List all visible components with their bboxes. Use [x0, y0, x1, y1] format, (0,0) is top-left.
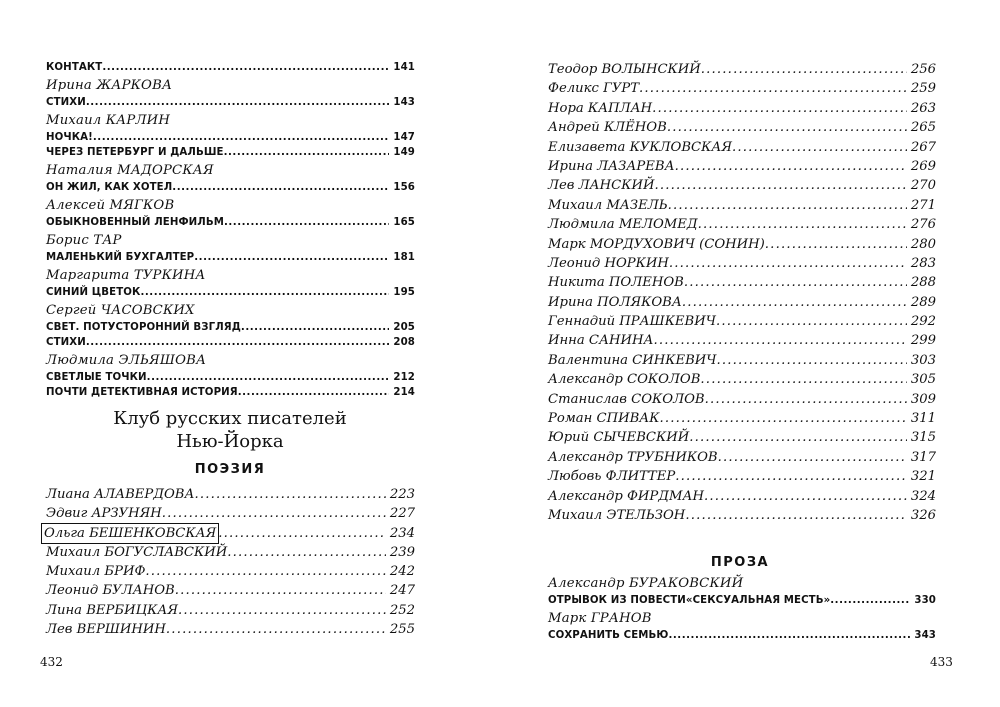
toc-entry	[46, 385, 415, 400]
leader-dots	[175, 581, 386, 600]
page-number-left: 432	[40, 655, 63, 669]
toc-entry-label: ОБЫКНОВЕННЫЙ ЛЕНФИЛЬМ	[46, 217, 224, 228]
toc-entry-page: 212	[393, 372, 415, 383]
poet-entry-label: Людмила МЕЛОМЕД	[548, 217, 698, 233]
leader-dots	[667, 118, 907, 137]
poet-entry-label: Лев ЛАНСКИЙ	[548, 178, 655, 194]
toc-entry-label: СВЕТЛЫЕ ТОЧКИ	[46, 372, 147, 383]
toc-entry-page: 205	[393, 322, 415, 333]
poet-entry-label: Александр ФИРДМАН	[548, 488, 705, 504]
poet-entry	[548, 138, 936, 157]
poet-entry-label: Станислав СОКОЛОВ	[548, 391, 705, 407]
poet-entry	[548, 506, 936, 525]
poet-entry-page: 269	[910, 158, 936, 174]
toc-entry-label: СТИХИ	[46, 97, 86, 108]
leader-dots	[172, 180, 389, 195]
left-toc	[46, 60, 415, 400]
club-title	[0, 407, 460, 453]
poet-entry-page: 283	[910, 255, 936, 271]
toc-entry-label: ОТРЫВОК ИЗ ПОВЕСТИ«СЕКСУАЛЬНАЯ МЕСТЬ»	[548, 595, 831, 606]
poet-entry-label: Теодор ВОЛЫНСКИЙ	[548, 62, 701, 77]
author-name: Михаил КАРЛИН	[46, 113, 171, 128]
toc-entry-page: 181	[393, 252, 415, 263]
poet-entry-label: Никита ПОЛЕНОВ	[548, 275, 684, 291]
poet-entry-page: 267	[910, 139, 936, 155]
poet-entry-page: 326	[910, 507, 936, 523]
poet-entry-label: Михаил БРИФ	[46, 564, 146, 580]
poet-entry	[46, 543, 415, 562]
leader-dots	[718, 448, 907, 467]
poet-entry-label: Ирина ЛАЗАРЕВА	[548, 158, 675, 174]
leader-dots	[224, 145, 390, 160]
poet-entry-page: 299	[910, 333, 936, 349]
poet-entry	[548, 99, 936, 118]
toc-entry-label: НОЧКА!	[46, 132, 93, 143]
poet-entry-label: Михаил ЭТЕЛЬЗОН	[548, 507, 686, 523]
poetry-list-right	[548, 60, 936, 525]
poet-entry-page: 270	[910, 178, 936, 194]
leader-dots	[732, 138, 907, 157]
poet-entry-page: 317	[910, 449, 936, 465]
poet-entry-page: 263	[910, 100, 936, 116]
poet-entry	[46, 504, 415, 523]
poet-entry-label: Эдвиг АРЗУНЯН	[46, 506, 162, 522]
poet-entry-page: 305	[910, 372, 936, 388]
leader-dots	[689, 428, 907, 447]
poet-entry-label: Лина ВЕРБИЦКАЯ	[46, 602, 178, 618]
leader-dots	[194, 250, 389, 265]
leader-dots	[700, 370, 906, 389]
poet-entry-page: 309	[910, 391, 936, 407]
toc-entry	[46, 320, 415, 335]
leader-dots	[224, 215, 389, 230]
leader-dots	[166, 620, 386, 639]
poetry-heading: ПОЭЗИЯ	[194, 462, 266, 477]
toc-entry-page: 141	[393, 62, 415, 73]
club-title-line1: Клуб русских писателей	[113, 408, 347, 429]
poet-entry	[548, 176, 936, 195]
poet-entry-page: 227	[389, 506, 415, 522]
toc-entry-page: 143	[393, 97, 415, 108]
poet-entry-page: 280	[910, 236, 936, 252]
author-name: Сергей ЧАСОВСКИХ	[46, 303, 195, 318]
poet-entry	[548, 487, 936, 506]
poet-entry	[548, 448, 936, 467]
poet-entry	[548, 157, 936, 176]
author-name: Алексей МЯГКОВ	[46, 198, 175, 213]
leader-dots	[238, 385, 390, 400]
leader-dots	[227, 543, 386, 562]
toc-entry-label: КОНТАКТ	[46, 62, 103, 73]
toc-entry-page: 343	[914, 630, 936, 641]
toc-entry-label: СИНИЙ ЦВЕТОК	[46, 287, 141, 298]
leader-dots	[145, 562, 385, 581]
poet-entry-label: Елизавета КУКЛОВСКАЯ	[548, 139, 732, 155]
poet-entry-page: 324	[910, 488, 936, 504]
poet-entry	[46, 620, 415, 639]
author-name: Наталия МАДОРСКАЯ	[46, 163, 214, 178]
poet-entry-label: Александр ТРУБНИКОВ	[548, 449, 718, 465]
poet-entry-label: Валентина СИНКЕВИЧ	[548, 352, 717, 368]
leader-dots	[639, 79, 907, 98]
leader-dots	[668, 628, 910, 643]
leader-dots	[140, 285, 389, 300]
leader-dots	[178, 601, 386, 620]
poet-entry	[548, 370, 936, 389]
page-number-right: 433	[930, 655, 953, 669]
club-title-line2: Нью-Йорка	[176, 431, 284, 452]
leader-dots	[717, 351, 907, 370]
toc-entry-page: 156	[393, 182, 415, 193]
poet-entry	[46, 524, 415, 543]
toc-entry-page: 195	[393, 287, 415, 298]
leader-dots	[698, 215, 907, 234]
poet-entry-page: 239	[389, 544, 415, 560]
leader-dots	[194, 485, 385, 504]
leader-dots	[93, 130, 390, 145]
leader-dots	[102, 60, 389, 75]
toc-entry-label: СВЕТ. ПОТУСТОРОННИЙ ВЗГЛЯД	[46, 322, 241, 333]
poet-entry	[548, 467, 936, 486]
toc-entry-label: СТИХИ	[46, 337, 86, 348]
author-name: Людмила ЭЛЬЯШОВА	[46, 353, 207, 368]
author-name: Марк ГРАНОВ	[548, 611, 652, 626]
poet-entry	[548, 196, 936, 215]
toc-entry-label: ПОЧТИ ДЕТЕКТИВНАЯ ИСТОРИЯ	[46, 387, 238, 398]
toc-entry	[46, 335, 415, 350]
poet-entry-label: Геннадий ПРАШКЕВИЧ	[548, 314, 716, 330]
author-name: Борис ТАР	[46, 233, 122, 248]
poet-entry-page: 259	[910, 81, 936, 97]
poet-entry-label: Лиана АЛАВЕРДОВА	[46, 487, 195, 502]
toc-entry	[548, 628, 936, 643]
leader-dots	[654, 176, 906, 195]
poet-entry-page: 289	[910, 294, 936, 310]
poet-entry-page: 256	[910, 62, 936, 77]
poet-entry-page: 276	[910, 217, 936, 233]
toc-entry-label: МАЛЕНЬКИЙ БУХГАЛТЕР	[46, 252, 195, 263]
author-name: Александр БУРАКОВСКИЙ	[548, 576, 744, 591]
toc-entry	[46, 145, 415, 160]
poet-entry-label: Ирина ПОЛЯКОВА	[548, 294, 682, 310]
poet-entry	[46, 581, 415, 600]
poet-entry-label: Нора КАПЛАН	[548, 100, 653, 116]
poet-entry	[548, 331, 936, 350]
leader-dots	[659, 409, 906, 428]
poet-entry	[46, 562, 415, 581]
poet-entry-page: 303	[910, 352, 936, 368]
author-name: Ирина ЖАРКОВА	[46, 78, 173, 93]
leader-dots	[716, 312, 907, 331]
toc-entry	[46, 130, 415, 145]
toc-entry-page: 149	[393, 147, 415, 158]
poet-entry-label: Марк МОРДУХОВИЧ (СОНИН)	[548, 236, 765, 252]
prose-list	[548, 575, 936, 643]
toc-entry-label: ОН ЖИЛ, КАК ХОТЕЛ	[46, 182, 173, 193]
poet-entry	[548, 215, 936, 234]
prose-heading: ПРОЗА	[710, 555, 770, 570]
leader-dots	[704, 487, 907, 506]
poet-entry-label: Лев ВЕРШИНИН	[46, 622, 166, 638]
toc-entry-page: 208	[393, 337, 415, 348]
toc-entry	[46, 285, 415, 300]
toc-entry-page: 214	[393, 387, 415, 398]
poet-entry	[548, 312, 936, 331]
poet-entry	[548, 60, 936, 79]
poet-entry	[46, 601, 415, 620]
poet-entry-label: Юрий СЫЧЕВСКИЙ	[548, 430, 690, 446]
leader-dots	[765, 235, 907, 254]
poet-entry-label: Роман СПИВАК	[548, 411, 660, 427]
leader-dots	[701, 60, 907, 79]
toc-entry	[46, 370, 415, 385]
poet-entry-label: Андрей КЛЁНОВ	[548, 120, 667, 136]
leader-dots	[684, 273, 907, 292]
poet-entry	[548, 254, 936, 273]
poet-entry-page: 265	[910, 120, 936, 136]
poet-entry-label: Инна САНИНА	[548, 333, 654, 349]
leader-dots	[654, 331, 907, 350]
toc-entry	[548, 593, 936, 608]
poet-entry	[548, 351, 936, 370]
poet-entry-page: 223	[389, 487, 415, 502]
leader-dots	[162, 504, 386, 523]
poet-entry	[548, 79, 936, 98]
poet-entry-label: Леонид БУЛАНОВ	[46, 583, 175, 599]
poet-entry-label: Ольга БЕШЕНКОВСКАЯ	[42, 524, 218, 543]
poet-entry-page: 288	[910, 275, 936, 291]
poet-entry-page: 315	[910, 430, 936, 446]
toc-entry-page: 147	[393, 132, 415, 143]
leader-dots	[675, 157, 907, 176]
poet-entry	[548, 273, 936, 292]
toc-entry	[46, 95, 415, 110]
leader-dots	[675, 467, 907, 486]
poet-entry-page: 321	[910, 469, 936, 485]
poet-entry	[46, 485, 415, 504]
leader-dots	[669, 254, 907, 273]
poet-entry	[548, 390, 936, 409]
poet-entry	[548, 428, 936, 447]
toc-entry-label: СОХРАНИТЬ СЕМЬЮ	[548, 630, 669, 641]
poet-entry-label: Леонид НОРКИН	[548, 255, 669, 271]
toc-entry	[46, 215, 415, 230]
leader-dots	[652, 99, 907, 118]
poet-entry	[548, 293, 936, 312]
poetry-list-left	[46, 485, 415, 639]
poet-entry	[548, 118, 936, 137]
poet-entry-label: Александр СОКОЛОВ	[548, 372, 701, 388]
poet-entry-page: 242	[389, 564, 415, 580]
poet-entry-page: 271	[910, 197, 936, 213]
poet-entry-label: Михаил БОГУСЛАВСКИЙ	[46, 544, 228, 560]
poet-entry-label: Феликс ГУРТ	[548, 81, 640, 97]
poet-entry-page: 292	[910, 314, 936, 330]
leader-dots	[685, 506, 907, 525]
poet-entry	[548, 409, 936, 428]
leader-dots	[668, 196, 907, 215]
leader-dots	[86, 335, 390, 350]
leader-dots	[705, 390, 907, 409]
toc-entry	[46, 180, 415, 195]
toc-entry-label: ЧЕРЕЗ ПЕТЕРБУРГ И ДАЛЬШЕ	[46, 147, 224, 158]
poet-entry-page: 311	[910, 411, 936, 427]
leader-dots	[241, 320, 390, 335]
poet-entry-page: 252	[389, 602, 415, 618]
poet-entry-page: 234	[389, 525, 415, 541]
leader-dots	[218, 524, 386, 543]
toc-entry	[46, 250, 415, 265]
author-name: Маргарита ТУРКИНА	[46, 268, 206, 283]
toc-entry-page: 165	[393, 217, 415, 228]
leader-dots	[830, 593, 910, 608]
poet-entry-page: 255	[389, 622, 415, 638]
toc-entry-page: 330	[914, 595, 936, 606]
leader-dots	[682, 293, 907, 312]
poet-entry	[548, 235, 936, 254]
leader-dots	[147, 370, 390, 385]
poet-entry-label: Михаил МАЗЕЛЬ	[548, 197, 668, 213]
toc-entry	[46, 60, 415, 75]
poet-entry-page: 247	[389, 583, 415, 599]
poet-entry-label: Любовь ФЛИТТЕР	[548, 469, 676, 485]
leader-dots	[86, 95, 390, 110]
